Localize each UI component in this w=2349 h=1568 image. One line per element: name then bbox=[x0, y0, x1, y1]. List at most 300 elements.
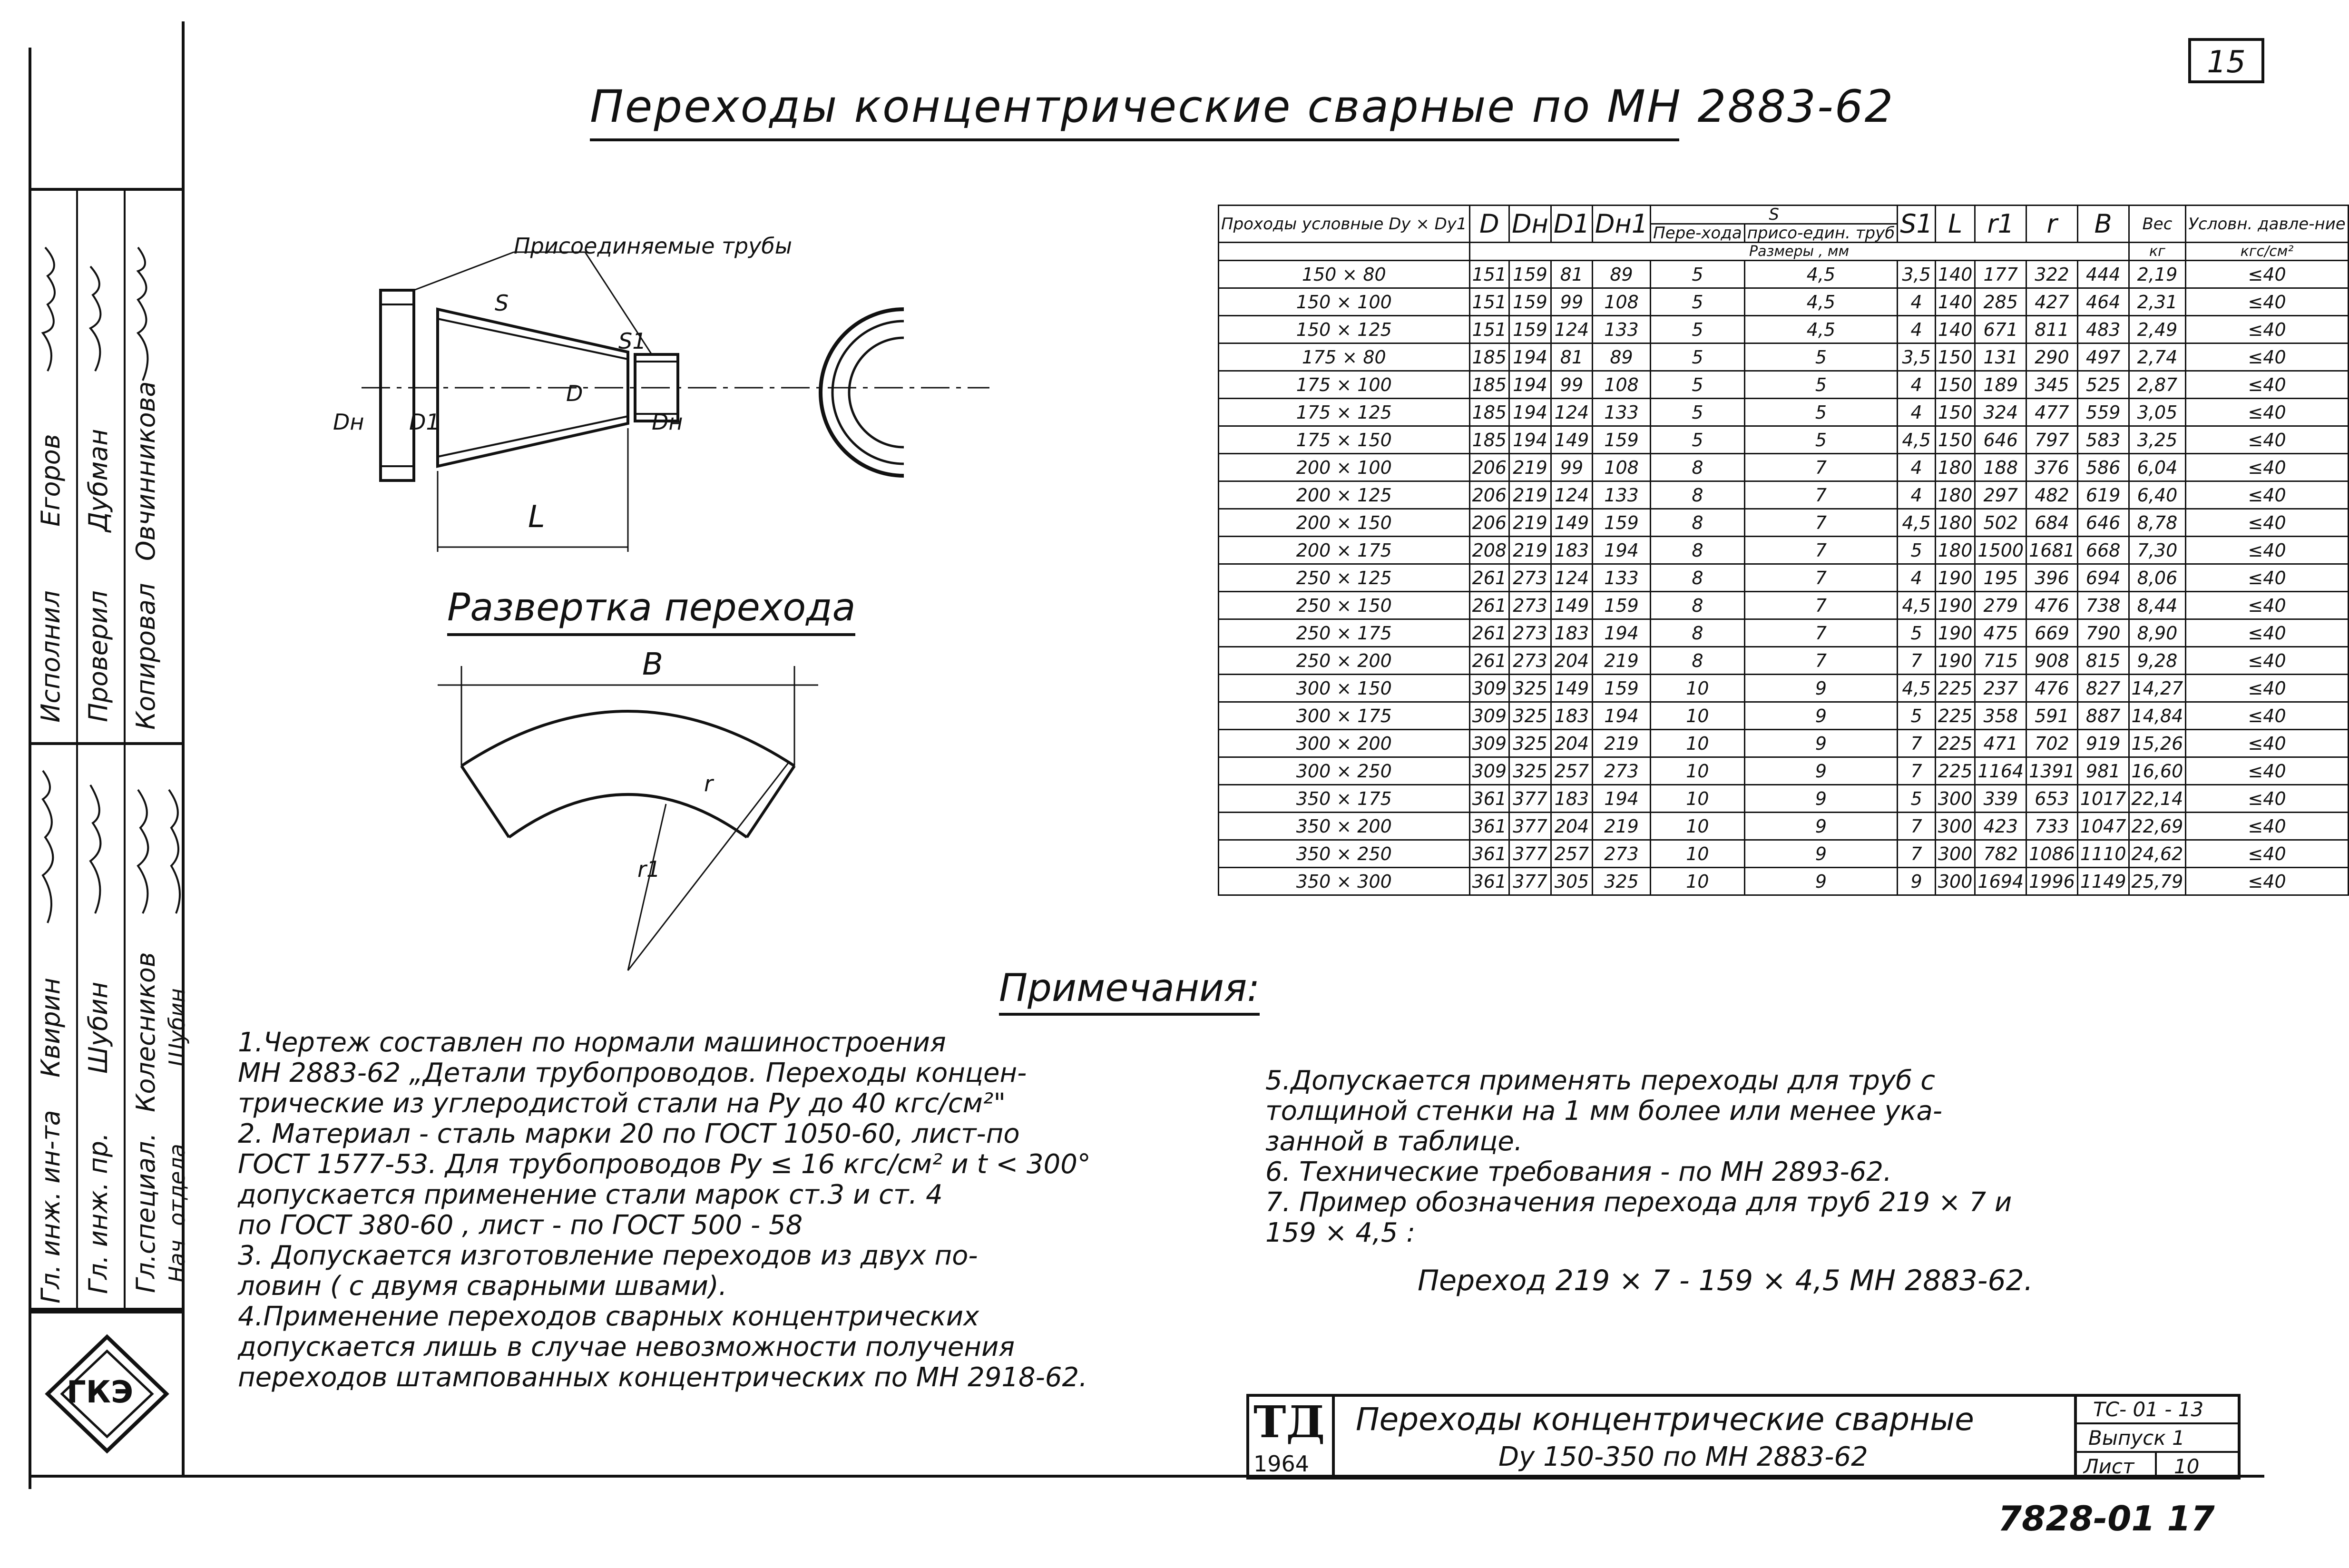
table-cell: 225 bbox=[1935, 675, 1975, 702]
role-checked: Проверил bbox=[83, 590, 113, 723]
table-cell: 464 bbox=[2077, 288, 2129, 316]
table-cell: 261 bbox=[1469, 592, 1509, 619]
title-block-sheet-number: 10 bbox=[2174, 1455, 2200, 1478]
table-cell: 350 × 175 bbox=[1219, 785, 1470, 813]
table-cell: 8 bbox=[1651, 509, 1745, 537]
table-cell: 1694 bbox=[1975, 868, 2026, 895]
table-cell: 150 × 100 bbox=[1219, 288, 1470, 316]
table-cell: 790 bbox=[2077, 619, 2129, 647]
table-cell: ≤40 bbox=[2186, 426, 2348, 454]
table-row bbox=[1219, 592, 2349, 619]
table-row bbox=[1219, 785, 2349, 813]
table-cell: 2,31 bbox=[2129, 288, 2186, 316]
table-cell: 200 × 150 bbox=[1219, 509, 1470, 537]
table-cell: 5 bbox=[1898, 702, 1936, 730]
side-stamp-divider-2 bbox=[29, 1311, 185, 1313]
table-cell: 8 bbox=[1651, 619, 1745, 647]
table-cell: 7 bbox=[1744, 619, 1898, 647]
table-cell: 185 bbox=[1469, 426, 1509, 454]
designation-example: Переход 219 × 7 - 159 × 4,5 МН 2883-62. bbox=[1418, 1264, 2033, 1297]
table-cell: 159 bbox=[1509, 316, 1551, 343]
th-s1: S1 bbox=[1898, 206, 1936, 243]
pos-name-4: Шубин bbox=[164, 988, 190, 1067]
title-block-code-divider bbox=[2074, 1394, 2077, 1480]
table-cell: 475 bbox=[1975, 619, 2026, 647]
table-cell: 1500 bbox=[1975, 537, 2026, 564]
table-cell: 300 bbox=[1935, 868, 1975, 895]
th-d: D bbox=[1469, 206, 1509, 243]
table-cell: 887 bbox=[2077, 702, 2129, 730]
table-cell: 159 bbox=[1509, 261, 1551, 288]
table-cell: ≤40 bbox=[2186, 840, 2348, 868]
table-cell: 782 bbox=[1975, 840, 2026, 868]
table-cell: 684 bbox=[2026, 509, 2078, 537]
note-line: ловин ( с двумя сварными швами). bbox=[238, 1271, 727, 1302]
table-cell: 1681 bbox=[2026, 537, 2078, 564]
table-cell: 8,44 bbox=[2129, 592, 2186, 619]
th-dn: Dн bbox=[1509, 206, 1551, 243]
note-line: 4.Применение переходов сварных концентрических bbox=[238, 1301, 979, 1332]
table-cell: 4,5 bbox=[1898, 592, 1936, 619]
table-row bbox=[1219, 757, 2349, 785]
table-cell: 4 bbox=[1898, 481, 1936, 509]
table-cell: 309 bbox=[1469, 702, 1509, 730]
title-block-logo-divider bbox=[1332, 1394, 1335, 1480]
table-cell: 16,60 bbox=[2129, 757, 2186, 785]
table-cell: 8,78 bbox=[2129, 509, 2186, 537]
note-line: 3. Допускается изготовление переходов из двух по- bbox=[238, 1240, 978, 1271]
development-heading: Развертка перехода bbox=[447, 585, 855, 636]
table-cell: 694 bbox=[2077, 564, 2129, 592]
table-cell: 2,49 bbox=[2129, 316, 2186, 343]
table-cell: 7 bbox=[1744, 454, 1898, 481]
position-chief-engineer: Гл. инж. ин-та bbox=[36, 1110, 66, 1303]
note-line: 159 × 4,5 : bbox=[1265, 1217, 1416, 1248]
table-cell: 81 bbox=[1551, 343, 1592, 371]
table-cell: 3,05 bbox=[2129, 399, 2186, 426]
gke-logo-text: ГКЭ bbox=[67, 1375, 134, 1410]
table-cell: 194 bbox=[1592, 785, 1650, 813]
table-cell: 325 bbox=[1592, 868, 1650, 895]
table-cell: 14,27 bbox=[2129, 675, 2186, 702]
table-row bbox=[1219, 316, 2349, 343]
table-cell: 225 bbox=[1935, 702, 1975, 730]
table-cell: 981 bbox=[2077, 757, 2129, 785]
table-cell: ≤40 bbox=[2186, 261, 2348, 288]
table-cell: 322 bbox=[2026, 261, 2078, 288]
table-cell: 3,5 bbox=[1898, 343, 1936, 371]
th-s-transition: Пере-хода bbox=[1651, 224, 1745, 243]
table-cell: 219 bbox=[1509, 481, 1551, 509]
th-d1: D1 bbox=[1551, 206, 1592, 243]
table-cell: ≤40 bbox=[2186, 757, 2348, 785]
table-cell: 200 × 125 bbox=[1219, 481, 1470, 509]
table-cell: 151 bbox=[1469, 261, 1509, 288]
table-row bbox=[1219, 288, 2349, 316]
table-cell: 300 bbox=[1935, 785, 1975, 813]
table-cell: 185 bbox=[1469, 371, 1509, 399]
dim-label-dn: Dн bbox=[333, 409, 364, 435]
table-cell: 361 bbox=[1469, 813, 1509, 840]
table-row bbox=[1219, 343, 2349, 371]
table-cell: 350 × 250 bbox=[1219, 840, 1470, 868]
table-cell: 133 bbox=[1592, 316, 1650, 343]
dim-label-r1: r1 bbox=[637, 856, 661, 882]
table-cell: 7 bbox=[1744, 647, 1898, 675]
table-cell: 257 bbox=[1551, 840, 1592, 868]
table-cell: 149 bbox=[1551, 675, 1592, 702]
table-cell: 339 bbox=[1975, 785, 2026, 813]
table-cell: 194 bbox=[1509, 426, 1551, 454]
table-cell: 444 bbox=[2077, 261, 2129, 288]
table-cell: 195 bbox=[1975, 564, 2026, 592]
table-cell: 9 bbox=[1744, 840, 1898, 868]
table-cell: 702 bbox=[2026, 730, 2078, 757]
note-line: переходов штампованных концентрических по МН 2918-62. bbox=[238, 1362, 1087, 1393]
table-cell: 297 bbox=[1975, 481, 2026, 509]
table-cell: 646 bbox=[1975, 426, 2026, 454]
table-cell: 919 bbox=[2077, 730, 2129, 757]
table-cell: ≤40 bbox=[2186, 647, 2348, 675]
th-l: L bbox=[1935, 206, 1975, 243]
table-cell: 14,84 bbox=[2129, 702, 2186, 730]
table-cell: 140 bbox=[1935, 316, 1975, 343]
th-s-group: S bbox=[1651, 206, 1898, 224]
table-cell: 6,04 bbox=[2129, 454, 2186, 481]
table-cell: 4,5 bbox=[1744, 316, 1898, 343]
table-cell: 377 bbox=[1509, 868, 1551, 895]
transition-drawing bbox=[362, 224, 989, 566]
table-cell: 194 bbox=[1592, 702, 1650, 730]
tb-row-line-2 bbox=[2074, 1451, 2241, 1453]
table-cell: 7 bbox=[1898, 647, 1936, 675]
table-cell: 5 bbox=[1744, 399, 1898, 426]
weight-unit: кг bbox=[2129, 243, 2186, 261]
note-line: ГОСТ 1577-53. Для трубопроводов Ру ≤ 16 кгс/см² и t < 300° bbox=[238, 1149, 1091, 1180]
table-cell: 5 bbox=[1898, 537, 1936, 564]
table-row bbox=[1219, 868, 2349, 895]
table-row bbox=[1219, 454, 2349, 481]
table-cell: 108 bbox=[1592, 288, 1650, 316]
table-cell: 325 bbox=[1509, 730, 1551, 757]
table-cell: 150 bbox=[1935, 343, 1975, 371]
table-cell: 361 bbox=[1469, 840, 1509, 868]
th-r1: r1 bbox=[1975, 206, 2026, 243]
table-cell: 350 × 300 bbox=[1219, 868, 1470, 895]
table-cell: 715 bbox=[1975, 647, 2026, 675]
table-cell: 10 bbox=[1651, 730, 1745, 757]
table-cell: 22,14 bbox=[2129, 785, 2186, 813]
dim-label-d: D bbox=[566, 381, 583, 406]
spec-table bbox=[1218, 205, 2349, 896]
table-cell: 206 bbox=[1469, 481, 1509, 509]
table-cell: ≤40 bbox=[2186, 730, 2348, 757]
table-cell: 149 bbox=[1551, 426, 1592, 454]
table-cell: 9 bbox=[1744, 868, 1898, 895]
table-cell: 273 bbox=[1592, 757, 1650, 785]
table-cell: 273 bbox=[1592, 840, 1650, 868]
table-cell: 559 bbox=[2077, 399, 2129, 426]
table-cell: 377 bbox=[1509, 840, 1551, 868]
note-line: 2. Материал - сталь марки 20 по ГОСТ 1050-60, лист-по bbox=[238, 1118, 1020, 1149]
table-cell: 194 bbox=[1509, 343, 1551, 371]
table-cell: 669 bbox=[2026, 619, 2078, 647]
table-cell: 2,19 bbox=[2129, 261, 2186, 288]
table-cell: 133 bbox=[1592, 481, 1650, 509]
table-cell: ≤40 bbox=[2186, 316, 2348, 343]
table-cell: 183 bbox=[1551, 785, 1592, 813]
dim-label-s: S bbox=[495, 290, 509, 316]
table-cell: 133 bbox=[1592, 564, 1650, 592]
table-cell: 204 bbox=[1551, 813, 1592, 840]
table-cell: 4,5 bbox=[1898, 675, 1936, 702]
table-cell: 149 bbox=[1551, 509, 1592, 537]
table-cell: 5 bbox=[1744, 426, 1898, 454]
table-cell: 194 bbox=[1592, 619, 1650, 647]
table-cell: 1164 bbox=[1975, 757, 2026, 785]
table-cell: 7 bbox=[1898, 730, 1936, 757]
table-cell: 175 × 100 bbox=[1219, 371, 1470, 399]
table-cell: 815 bbox=[2077, 647, 2129, 675]
table-cell: 9 bbox=[1744, 785, 1898, 813]
table-cell: 149 bbox=[1551, 592, 1592, 619]
table-cell: 361 bbox=[1469, 785, 1509, 813]
table-cell: 8 bbox=[1651, 564, 1745, 592]
table-cell: 619 bbox=[2077, 481, 2129, 509]
table-cell: 5 bbox=[1651, 426, 1745, 454]
table-cell: ≤40 bbox=[2186, 454, 2348, 481]
table-cell: 89 bbox=[1592, 261, 1650, 288]
title-block-logo: ТД bbox=[1253, 1396, 1325, 1448]
table-cell: 908 bbox=[2026, 647, 2078, 675]
dim-label-r: r bbox=[704, 771, 713, 796]
table-cell: 7 bbox=[1744, 592, 1898, 619]
table-cell: 9 bbox=[1744, 813, 1898, 840]
th-dn1: Dн1 bbox=[1592, 206, 1650, 243]
table-cell: 300 bbox=[1935, 840, 1975, 868]
table-cell: ≤40 bbox=[2186, 509, 2348, 537]
table-cell: 124 bbox=[1551, 564, 1592, 592]
table-cell: 10 bbox=[1651, 840, 1745, 868]
table-cell: 140 bbox=[1935, 288, 1975, 316]
table-cell: 9 bbox=[1744, 730, 1898, 757]
note-line: допускается применение стали марок ст.3 и ст. 4 bbox=[238, 1179, 943, 1210]
table-cell: 502 bbox=[1975, 509, 2026, 537]
table-cell: 190 bbox=[1935, 564, 1975, 592]
table-cell: 150 bbox=[1935, 371, 1975, 399]
table-cell: 2,87 bbox=[2129, 371, 2186, 399]
table-cell: 8 bbox=[1651, 537, 1745, 564]
table-cell: 183 bbox=[1551, 537, 1592, 564]
name-checked: Дубман bbox=[83, 429, 113, 532]
table-cell: 345 bbox=[2026, 371, 2078, 399]
table-cell: 3,5 bbox=[1898, 261, 1936, 288]
table-cell: 309 bbox=[1469, 730, 1509, 757]
th-passage: Проходы условные Dу × Dу1 bbox=[1219, 206, 1470, 243]
position-chief-project-engineer: Гл. инж. пр. bbox=[83, 1132, 113, 1294]
table-cell: 250 × 125 bbox=[1219, 564, 1470, 592]
table-cell: 7 bbox=[1744, 537, 1898, 564]
table-cell: ≤40 bbox=[2186, 481, 2348, 509]
name-copied: Овчинникова bbox=[131, 381, 161, 561]
table-cell: ≤40 bbox=[2186, 564, 2348, 592]
table-cell: 300 bbox=[1935, 813, 1975, 840]
table-cell: 200 × 175 bbox=[1219, 537, 1470, 564]
table-cell: 180 bbox=[1935, 454, 1975, 481]
table-cell: ≤40 bbox=[2186, 537, 2348, 564]
table-cell: 5 bbox=[1651, 343, 1745, 371]
table-cell: 300 × 175 bbox=[1219, 702, 1470, 730]
table-cell: 325 bbox=[1509, 702, 1551, 730]
table-cell: 185 bbox=[1469, 399, 1509, 426]
table-cell: 190 bbox=[1935, 647, 1975, 675]
table-cell: 194 bbox=[1509, 399, 1551, 426]
table-cell: ≤40 bbox=[2186, 702, 2348, 730]
signatures bbox=[33, 200, 181, 942]
table-cell: 7 bbox=[1898, 757, 1936, 785]
table-row bbox=[1219, 813, 2349, 840]
role-copied: Копировал bbox=[131, 583, 161, 730]
table-cell: 827 bbox=[2077, 675, 2129, 702]
table-cell: 206 bbox=[1469, 509, 1509, 537]
notes-right bbox=[1265, 1066, 2012, 1248]
table-cell: 4 bbox=[1898, 399, 1936, 426]
table-cell: 7 bbox=[1744, 564, 1898, 592]
dim-label-l: L bbox=[528, 500, 545, 535]
table-cell: 1110 bbox=[2077, 840, 2129, 868]
table-cell: 225 bbox=[1935, 730, 1975, 757]
table-cell: 583 bbox=[2077, 426, 2129, 454]
th-r: r bbox=[2026, 206, 2078, 243]
table-row bbox=[1219, 702, 2349, 730]
table-cell: 738 bbox=[2077, 592, 2129, 619]
table-cell: 1149 bbox=[2077, 868, 2129, 895]
title-block-issue: Выпуск 1 bbox=[2088, 1426, 2185, 1450]
table-cell: 1996 bbox=[2026, 868, 2078, 895]
table-cell: 285 bbox=[1975, 288, 2026, 316]
table-cell: 204 bbox=[1551, 730, 1592, 757]
table-cell: 99 bbox=[1551, 288, 1592, 316]
table-cell: 10 bbox=[1651, 868, 1745, 895]
table-cell: 175 × 125 bbox=[1219, 399, 1470, 426]
table-cell: 305 bbox=[1551, 868, 1592, 895]
table-cell: 7 bbox=[1898, 840, 1936, 868]
table-cell: 7,30 bbox=[2129, 537, 2186, 564]
table-cell: 5 bbox=[1651, 288, 1745, 316]
table-cell: 194 bbox=[1509, 371, 1551, 399]
th-weight: Вес bbox=[2129, 206, 2186, 243]
table-cell: 5 bbox=[1651, 371, 1745, 399]
table-cell: 10 bbox=[1651, 757, 1745, 785]
table-cell: 8,90 bbox=[2129, 619, 2186, 647]
table-cell: 15,26 bbox=[2129, 730, 2186, 757]
table-cell: 219 bbox=[1509, 454, 1551, 481]
dim-label-d1: D1 bbox=[409, 409, 440, 435]
note-line: толщиной стенки на 1 мм более или менее ука- bbox=[1265, 1096, 1943, 1127]
table-cell: ≤40 bbox=[2186, 785, 2348, 813]
table-cell: 4,5 bbox=[1898, 426, 1936, 454]
table-cell: 1391 bbox=[2026, 757, 2078, 785]
table-cell: 300 × 200 bbox=[1219, 730, 1470, 757]
notes-heading: Примечания: bbox=[999, 966, 1260, 1016]
table-cell: 300 × 250 bbox=[1219, 757, 1470, 785]
table-cell: 646 bbox=[2077, 509, 2129, 537]
title-block-year: 1964 bbox=[1253, 1451, 1310, 1477]
table-cell: 24,62 bbox=[2129, 840, 2186, 868]
table-cell: 250 × 200 bbox=[1219, 647, 1470, 675]
table-cell: 9 bbox=[1744, 757, 1898, 785]
table-cell: 797 bbox=[2026, 426, 2078, 454]
role-executed: Исполнил bbox=[36, 590, 66, 723]
table-cell: 180 bbox=[1935, 537, 1975, 564]
table-cell: 150 bbox=[1935, 426, 1975, 454]
table-cell: 124 bbox=[1551, 316, 1592, 343]
table-cell: 4,5 bbox=[1744, 261, 1898, 288]
table-row bbox=[1219, 840, 2349, 868]
table-cell: 219 bbox=[1592, 647, 1650, 675]
dim-label-s1: S1 bbox=[618, 328, 646, 354]
table-cell: 586 bbox=[2077, 454, 2129, 481]
table-cell: 131 bbox=[1975, 343, 2026, 371]
table-cell: ≤40 bbox=[2186, 813, 2348, 840]
table-cell: 733 bbox=[2026, 813, 2078, 840]
table-row bbox=[1219, 564, 2349, 592]
table-cell: 5 bbox=[1651, 399, 1745, 426]
tb-sheet-divider bbox=[2155, 1451, 2157, 1480]
tb-row-line-1 bbox=[2074, 1422, 2241, 1424]
table-cell: ≤40 bbox=[2186, 592, 2348, 619]
table-cell: 180 bbox=[1935, 481, 1975, 509]
table-cell: 185 bbox=[1469, 343, 1509, 371]
table-cell: 159 bbox=[1592, 426, 1650, 454]
table-cell: 200 × 100 bbox=[1219, 454, 1470, 481]
table-cell: 150 × 125 bbox=[1219, 316, 1470, 343]
table-cell: 477 bbox=[2026, 399, 2078, 426]
table-cell: 140 bbox=[1935, 261, 1975, 288]
table-cell: ≤40 bbox=[2186, 399, 2348, 426]
table-cell: 190 bbox=[1935, 619, 1975, 647]
table-cell: 5 bbox=[1898, 619, 1936, 647]
table-row bbox=[1219, 509, 2349, 537]
name-executed: Егоров bbox=[36, 434, 66, 527]
table-cell: 183 bbox=[1551, 619, 1592, 647]
table-cell: 5 bbox=[1744, 343, 1898, 371]
table-cell: 8 bbox=[1651, 592, 1745, 619]
table-row bbox=[1219, 619, 2349, 647]
table-cell: 124 bbox=[1551, 399, 1592, 426]
table-cell: 377 bbox=[1509, 813, 1551, 840]
table-cell: 208 bbox=[1469, 537, 1509, 564]
table-cell: 9,28 bbox=[2129, 647, 2186, 675]
page-title: Переходы концентрические сварные по МН 2883-62 bbox=[590, 81, 1679, 141]
table-cell: 5 bbox=[1651, 316, 1745, 343]
table-row bbox=[1219, 261, 2349, 288]
table-cell: 525 bbox=[2077, 371, 2129, 399]
note-line: 6. Технические требования - по МН 2893-62. bbox=[1265, 1156, 1892, 1187]
table-cell: 150 × 80 bbox=[1219, 261, 1470, 288]
note-line: по ГОСТ 380-60 , лист - по ГОСТ 500 - 58 bbox=[238, 1210, 803, 1241]
table-cell: 324 bbox=[1975, 399, 2026, 426]
table-cell: 10 bbox=[1651, 813, 1745, 840]
archive-number: 7828-01 17 bbox=[1998, 1499, 2215, 1539]
table-cell: 273 bbox=[1509, 592, 1551, 619]
table-cell: 250 × 175 bbox=[1219, 619, 1470, 647]
table-cell: 3,25 bbox=[2129, 426, 2186, 454]
table-cell: 133 bbox=[1592, 399, 1650, 426]
table-cell: 4,5 bbox=[1744, 288, 1898, 316]
table-cell: 811 bbox=[2026, 316, 2078, 343]
table-row bbox=[1219, 730, 2349, 757]
